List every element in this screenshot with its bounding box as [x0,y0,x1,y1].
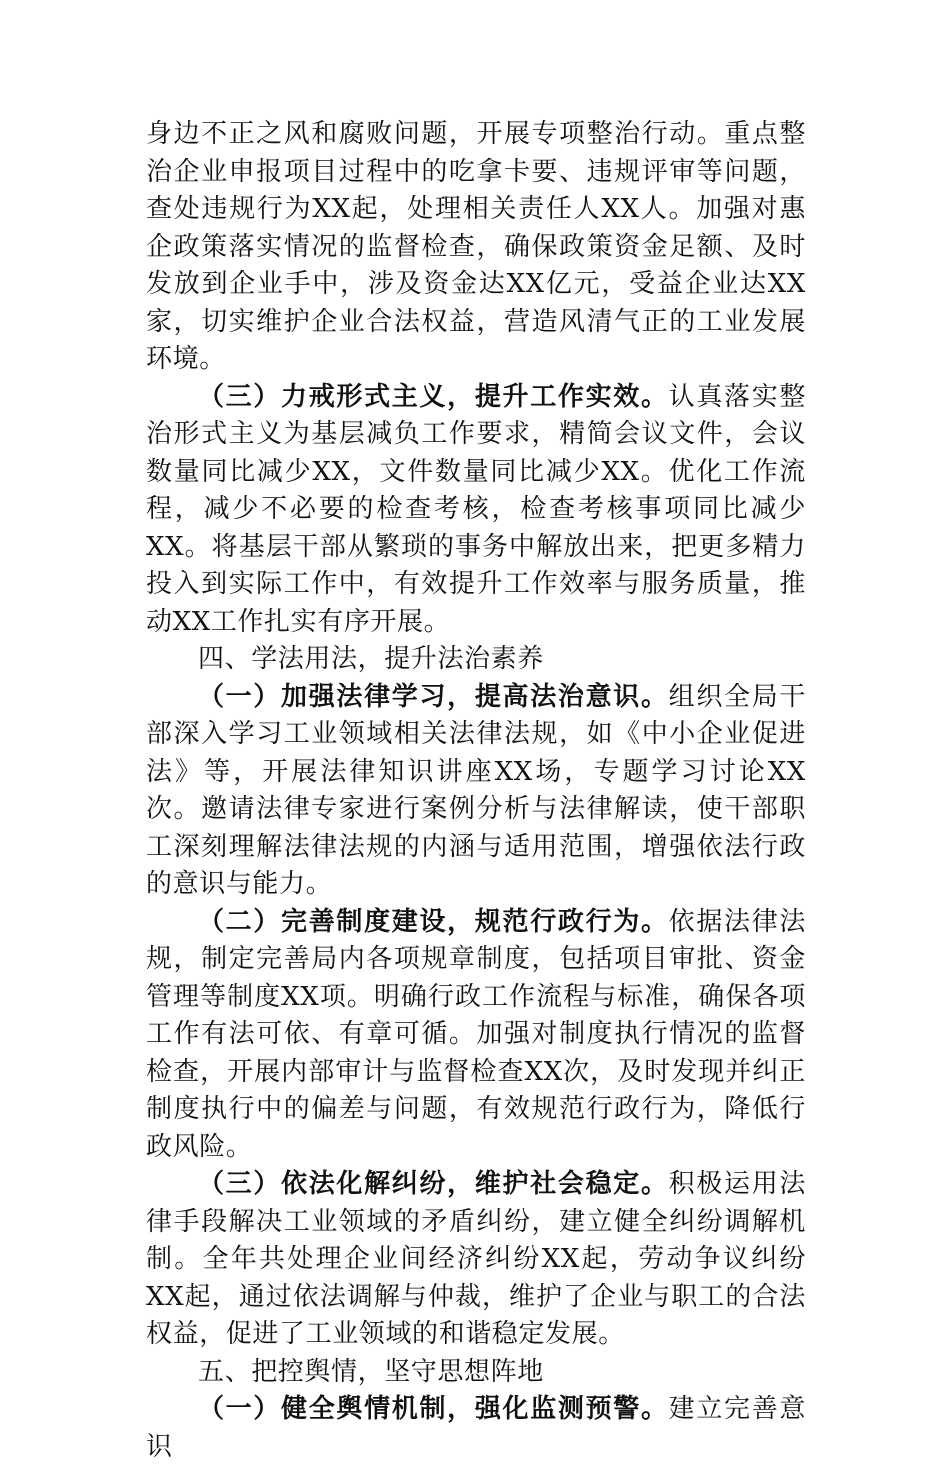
subheading-opinion-mechanism: （一）健全舆情机制，强化监测预警。 [198,1394,669,1424]
paragraph-formalism [146,379,806,642]
subheading-law-study: （一）加强法律学习，提高法治意识。 [198,681,669,712]
paragraph-opinion-mechanism-body: 建立完善意识 [146,1394,806,1462]
section-heading-law: 四、学法用法，提升法治素养 [198,644,544,674]
paragraph-opinion-mechanism [146,1391,806,1466]
paragraph-dispute-resolution-body: 积极运用法律手段解决工业领域的矛盾纠纷，建立健全纠纷调解机制。全年共处理企业间经济纠纷XX起，劳动争议纠纷XX起，通过依法调解与仲裁，维护了企业与职工的合法权益，促进了工业领域的和谐稳定发展。 [146,1169,806,1349]
subheading-system-building: （二）完善制度建设，规范行政行为。 [198,906,669,937]
paragraph-dispute-resolution [146,1166,806,1354]
paragraph-system-building-body: 依据法律法规，制定完善局内各项规章制度，包括项目审批、资金管理等制度XX项。明确行政工作流程与标准，确保各项工作有法可依、有章可循。加强对制度执行情况的监督检查，开展内部审计与监督检查XX次，及时发现并纠正制度执行中的偏差与问题，有效规范行政行为，降低行政风险。 [146,906,806,1162]
subheading-dispute-resolution: （三）依法化解纠纷，维护社会稳定。 [198,1169,669,1199]
paragraph-anti-corruption: 身边不正之风和腐败问题，开展专项整治行动。重点整治企业申报项目过程中的吃拿卡要、违规评审等问题，查处违规行为XX起，处理相关责任人XX人。加强对惠企政策落实情况的监督检查，确保政策资金足额、及时发放到企业手中，涉及资金达XX亿元，受益企业达XX家，切实维护企业合法权益，营造风清气正的工业发展环境。 [146,119,806,374]
section-heading-public-opinion: 五、把控舆情，坚守思想阵地 [198,1356,544,1387]
document-body [146,116,806,1466]
paragraph-law-study-body: 组织全局干部深入学习工业领域相关法律法规，如《中小企业促进法》等，开展法律知识讲座XX场，专题学习讨论XX次。邀请法律专家进行案例分析与法律解读，使干部职工深刻理解法律法规的内涵与适用范围，增强依法行政的意识与能力。 [146,681,806,899]
subheading-formalism: （三）力戒形式主义，提升工作实效。 [198,381,669,412]
paragraph-law-study [146,679,806,904]
paragraph-system-building [146,904,806,1167]
paragraph-formalism-body: 认真落实整治形式主义为基层减负工作要求，精简会议文件，会议数量同比减少XX，文件数量同比减少XX。优化工作流程，减少不必要的检查考核，检查考核事项同比减少XX。将基层干部从繁琐的事务中解放出来，把更多精力投入到实际工作中，有效提升工作效率与服务质量，推动XX工作扎实有序开展。 [146,381,806,637]
